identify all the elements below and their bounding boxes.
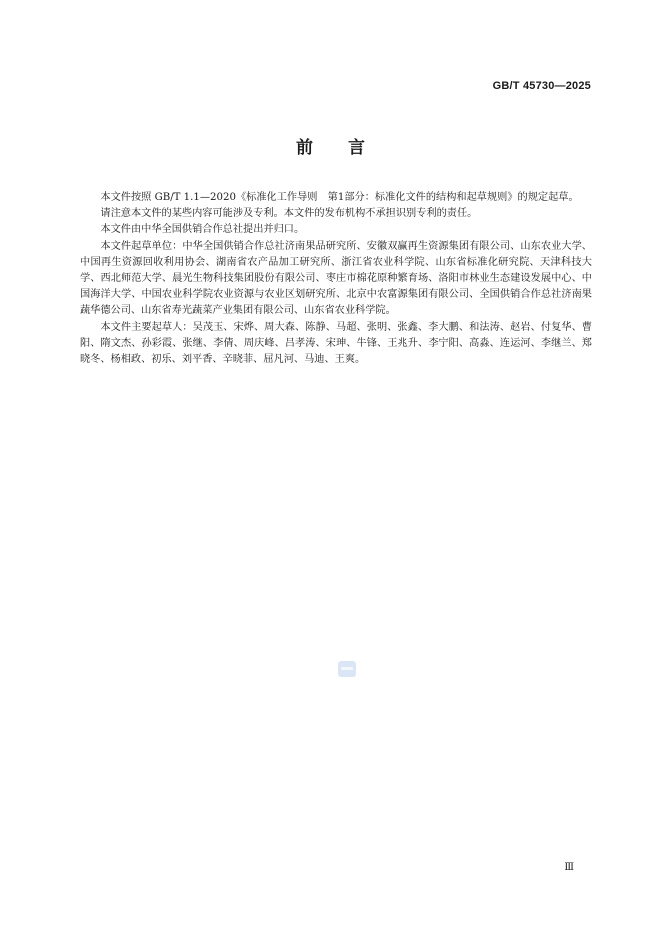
- page-number: Ⅲ: [564, 862, 574, 873]
- paragraph-drafting-units: 本文件起草单位：中华全国供销合作总社济南果品研究所、安徽双赢再生资源集团有限公司、山东农业大学、中国再生资源回收利用协会、湖南省农产品加工研究所、浙江省农业科学院、山东省标准化研究院、天津科技大学、西北师范大学、晨光生物科技集团股份有限公司、枣庄市棉花原种繁育场、洛阳市林业生态建设发展中心、中国海洋大学、中国农业科学院农业资源与农业区划研究所、北京中农富源集团有限公司、全国供销合作总社济南果蔬华德公司、山东省寿光蔬菜产业集团有限公司、山东省农业科学院。: [80, 240, 592, 317]
- standard-code: GB/T 45730—2025: [492, 80, 591, 92]
- title-char-1: 前: [296, 138, 314, 158]
- watermark-logo-icon: [338, 661, 356, 677]
- title-char-2: 言: [348, 138, 366, 158]
- paragraph-proposer: 本文件由中华全国供销合作总社提出并归口。: [100, 224, 305, 236]
- foreword-body: [80, 190, 592, 368]
- paragraph-drafters: 本文件主要起草人：吴茂玉、宋烨、周大森、陈静、马超、张明、张鑫、李大鹏、和法涛、赵岩、付复华、曹阳、隋文杰、孙彩霞、张继、李倩、周庆峰、吕孝涛、宋珅、牛锋、王兆升、李宁阳、高淼、连运河、李继兰、郑晓冬、杨相政、初乐、刘平香、辛晓菲、屈凡河、马迪、王爽。: [80, 321, 592, 366]
- paragraph-drafting-rules: 本文件按照 GB/T 1.1—2020《标准化工作导则 第1部分：标准化文件的结构和起草规则》的规定起草。: [100, 192, 579, 203]
- paragraph-patent-notice: 请注意本文件的某些内容可能涉及专利。本文件的发布机构不承担识别专利的责任。: [100, 208, 478, 220]
- page-title: [0, 133, 662, 158]
